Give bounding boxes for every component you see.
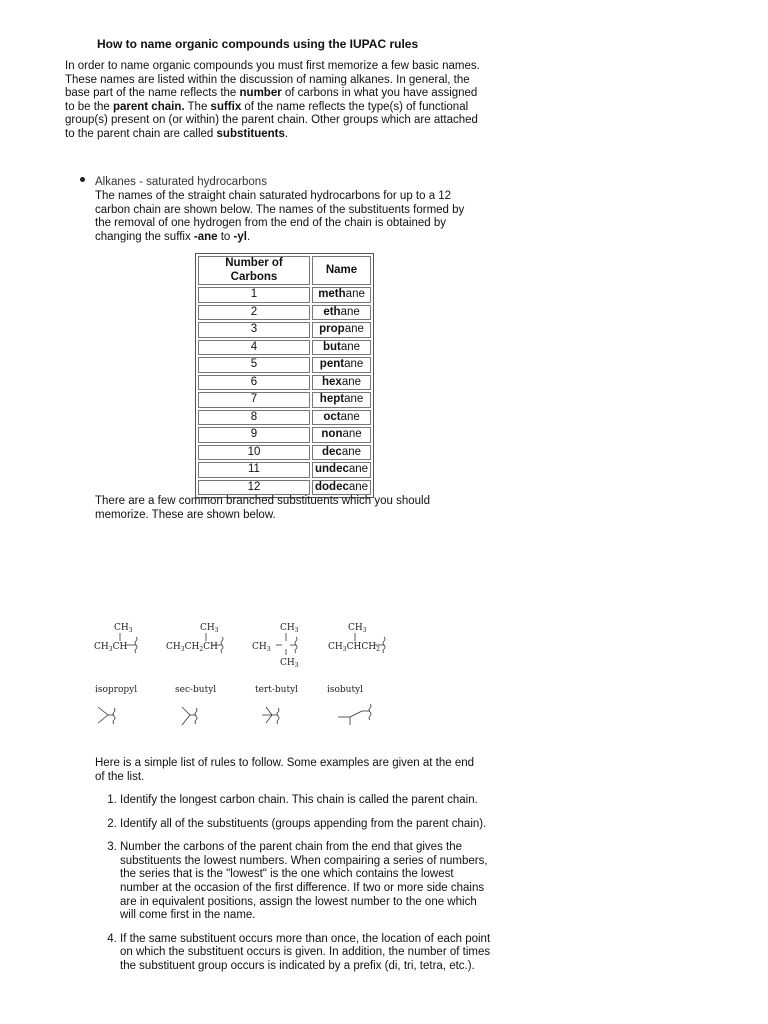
alkane-name-cell [312, 427, 371, 443]
alkane-name-cell [312, 445, 371, 461]
alkane-name-cell [312, 322, 371, 338]
alkanes-text-2: to [217, 230, 234, 243]
table-row [198, 410, 371, 426]
secbutyl-main-chain: $CH_3CH_2CH$ [166, 642, 218, 653]
list-item: 3. Number the carbons of the parent chain from the end that gives the substituents the lowest numbers. When compairing a series of numbers, the series that is the "lowest" is the one which contains the lowest number at the occasion of the first difference. If two or more side chains are in equivalent positions, assign the lowest number to the one which will come first in the name. [120, 841, 495, 923]
carbon-count-cell: 7 [198, 392, 310, 408]
carbon-count-cell: 9 [198, 427, 310, 443]
secbutyl-top-ch3: $CH_3$ [200, 623, 219, 634]
table-row [198, 392, 371, 408]
intro-text-2: of carbons in what you have assigned to be the [65, 87, 478, 113]
branched-substituents-figure [90, 615, 410, 725]
name-prefix: hept [319, 393, 345, 405]
alkane-names-table [195, 253, 374, 498]
carbon-count-cell: 12 [198, 480, 310, 496]
name-prefix: hex [322, 375, 342, 388]
name-suffix: ane [340, 305, 360, 318]
intro-bold-substituents: substituents [216, 127, 285, 140]
alkanes-heading: Alkanes - saturated hydrocarbons [95, 176, 267, 188]
table-row [198, 375, 371, 391]
isobutyl-top-ch3: $CH_3$ [348, 623, 367, 634]
name-prefix: oct [323, 410, 341, 423]
intro-text-1: In order to name organic compounds you must first memorize a few basic names. These names are listed within the discussion of naming alkanes. In general, the base part of the name reflects the [65, 60, 480, 100]
isopropyl-main-chain: $CH_3CH$ [94, 642, 128, 653]
table-row [198, 305, 371, 321]
name-suffix: ane [344, 323, 364, 335]
intro-bold-number: number [239, 87, 282, 100]
rules-intro: Here is a simple list of rules to follow. Some examples are given at the end of the list. [95, 757, 475, 783]
name-prefix: pent [319, 358, 345, 370]
name-prefix: dodec [315, 480, 349, 493]
table-row [198, 322, 371, 338]
carbon-count-cell: 11 [198, 462, 310, 478]
alkane-name-cell [312, 392, 371, 408]
table-header-row [198, 256, 371, 285]
intro-bold-parent-chain: parent chain. [112, 100, 185, 113]
name-suffix: ane [341, 375, 362, 388]
isopropyl-top-ch3: $CH_3$ [114, 623, 133, 634]
list-item: 4. If the same substituent occurs more than once, the location of each point on which the substituent occurs is given. In addition, the number of times the substituent group occurs is indicated by a prefix (di, tri, tetra, etc.). [120, 933, 495, 974]
header-name: Name [312, 256, 371, 285]
secbutyl-skeletal-icon [182, 707, 190, 725]
intro-text-5: . [284, 127, 289, 140]
name-prefix: dec [322, 445, 342, 458]
alkanes-bold-yl: -yl [233, 230, 247, 243]
label-sec-butyl: sec-butyl [175, 685, 217, 695]
bullet-icon [80, 177, 85, 182]
name-suffix: ane [340, 340, 361, 353]
table-row [198, 445, 371, 461]
carbon-count-cell: 1 [198, 287, 310, 303]
name-suffix: ane [344, 393, 364, 405]
intro-text-3: The [184, 100, 211, 113]
name-suffix: ane [344, 358, 364, 370]
name-suffix: ane [341, 445, 362, 458]
name-suffix: ane [342, 428, 362, 440]
isobutyl-main-chain: $CH_3CHCH_2$ [328, 642, 380, 653]
alkanes-text-1: The names of the straight chain saturated hydrocarbons for up to a 12 carbon chain are shown below. The names of the substituents formed by the removal of one hydrogen from the end of the chain is obtained by changing the suffix [95, 190, 465, 243]
isopropyl-skeletal-icon [98, 707, 108, 723]
name-prefix: but [322, 340, 341, 353]
tertbutyl-left-ch3: $CH_3$ [252, 642, 271, 653]
carbon-count-cell: 4 [198, 340, 310, 356]
alkanes-bold-ane: -ane [193, 230, 218, 243]
alkane-name-cell [312, 287, 371, 303]
name-suffix: ane [348, 463, 369, 475]
intro-paragraph [65, 60, 485, 142]
intro-bold-suffix: suffix [210, 100, 242, 113]
table-row [198, 287, 371, 303]
name-prefix: meth [318, 288, 346, 300]
carbon-count-cell: 10 [198, 445, 310, 461]
branched-paragraph: There are a few common branched substituents which you should memorize. These are shown below. [95, 495, 430, 521]
name-prefix: undec [315, 463, 349, 475]
header-number-of-carbons: Number of Carbons [198, 256, 310, 285]
label-tert-butyl: tert-butyl [255, 685, 299, 695]
alkane-name-cell [312, 410, 371, 426]
name-suffix: ane [345, 288, 365, 300]
alkane-name-cell [312, 375, 371, 391]
name-suffix: ane [348, 480, 369, 493]
table-row [198, 357, 371, 373]
name-suffix: ane [340, 410, 360, 423]
page-title: How to name organic compounds using the IUPAC rules [97, 37, 419, 51]
list-item: 1. Identify the longest carbon chain. This chain is called the parent chain. [120, 794, 495, 808]
alkane-name-cell [312, 357, 371, 373]
carbon-count-cell: 3 [198, 322, 310, 338]
alkane-name-cell [312, 340, 371, 356]
rules-list [95, 794, 495, 984]
table-row [198, 462, 371, 478]
tertbutyl-top-ch3: $CH_3$ [280, 623, 299, 634]
name-prefix: prop [319, 323, 345, 335]
table-row [198, 480, 371, 496]
carbon-count-cell: 8 [198, 410, 310, 426]
tertbutyl-bottom-ch3: $CH_3$ [280, 658, 299, 669]
table-row [198, 340, 371, 356]
name-prefix: non [321, 428, 343, 440]
list-item: 2. Identify all of the substituents (groups appending from the parent chain). [120, 818, 495, 832]
name-prefix: eth [323, 305, 341, 318]
carbon-count-cell: 2 [198, 305, 310, 321]
alkane-name-cell [312, 462, 371, 478]
alkane-name-cell [312, 480, 371, 496]
alkanes-text-3: . [246, 230, 251, 243]
alkane-name-cell [312, 305, 371, 321]
carbon-count-cell: 5 [198, 357, 310, 373]
alkanes-paragraph [95, 190, 480, 244]
table-row [198, 427, 371, 443]
intro-text-4: of the name reflects the type(s) of functional group(s) present on (or within) the parent chain. Other groups which are attached to the parent chain are called [65, 100, 478, 140]
carbon-count-cell: 6 [198, 375, 310, 391]
label-isopropyl: isopropyl [95, 685, 138, 695]
label-isobutyl: isobutyl [327, 685, 364, 695]
